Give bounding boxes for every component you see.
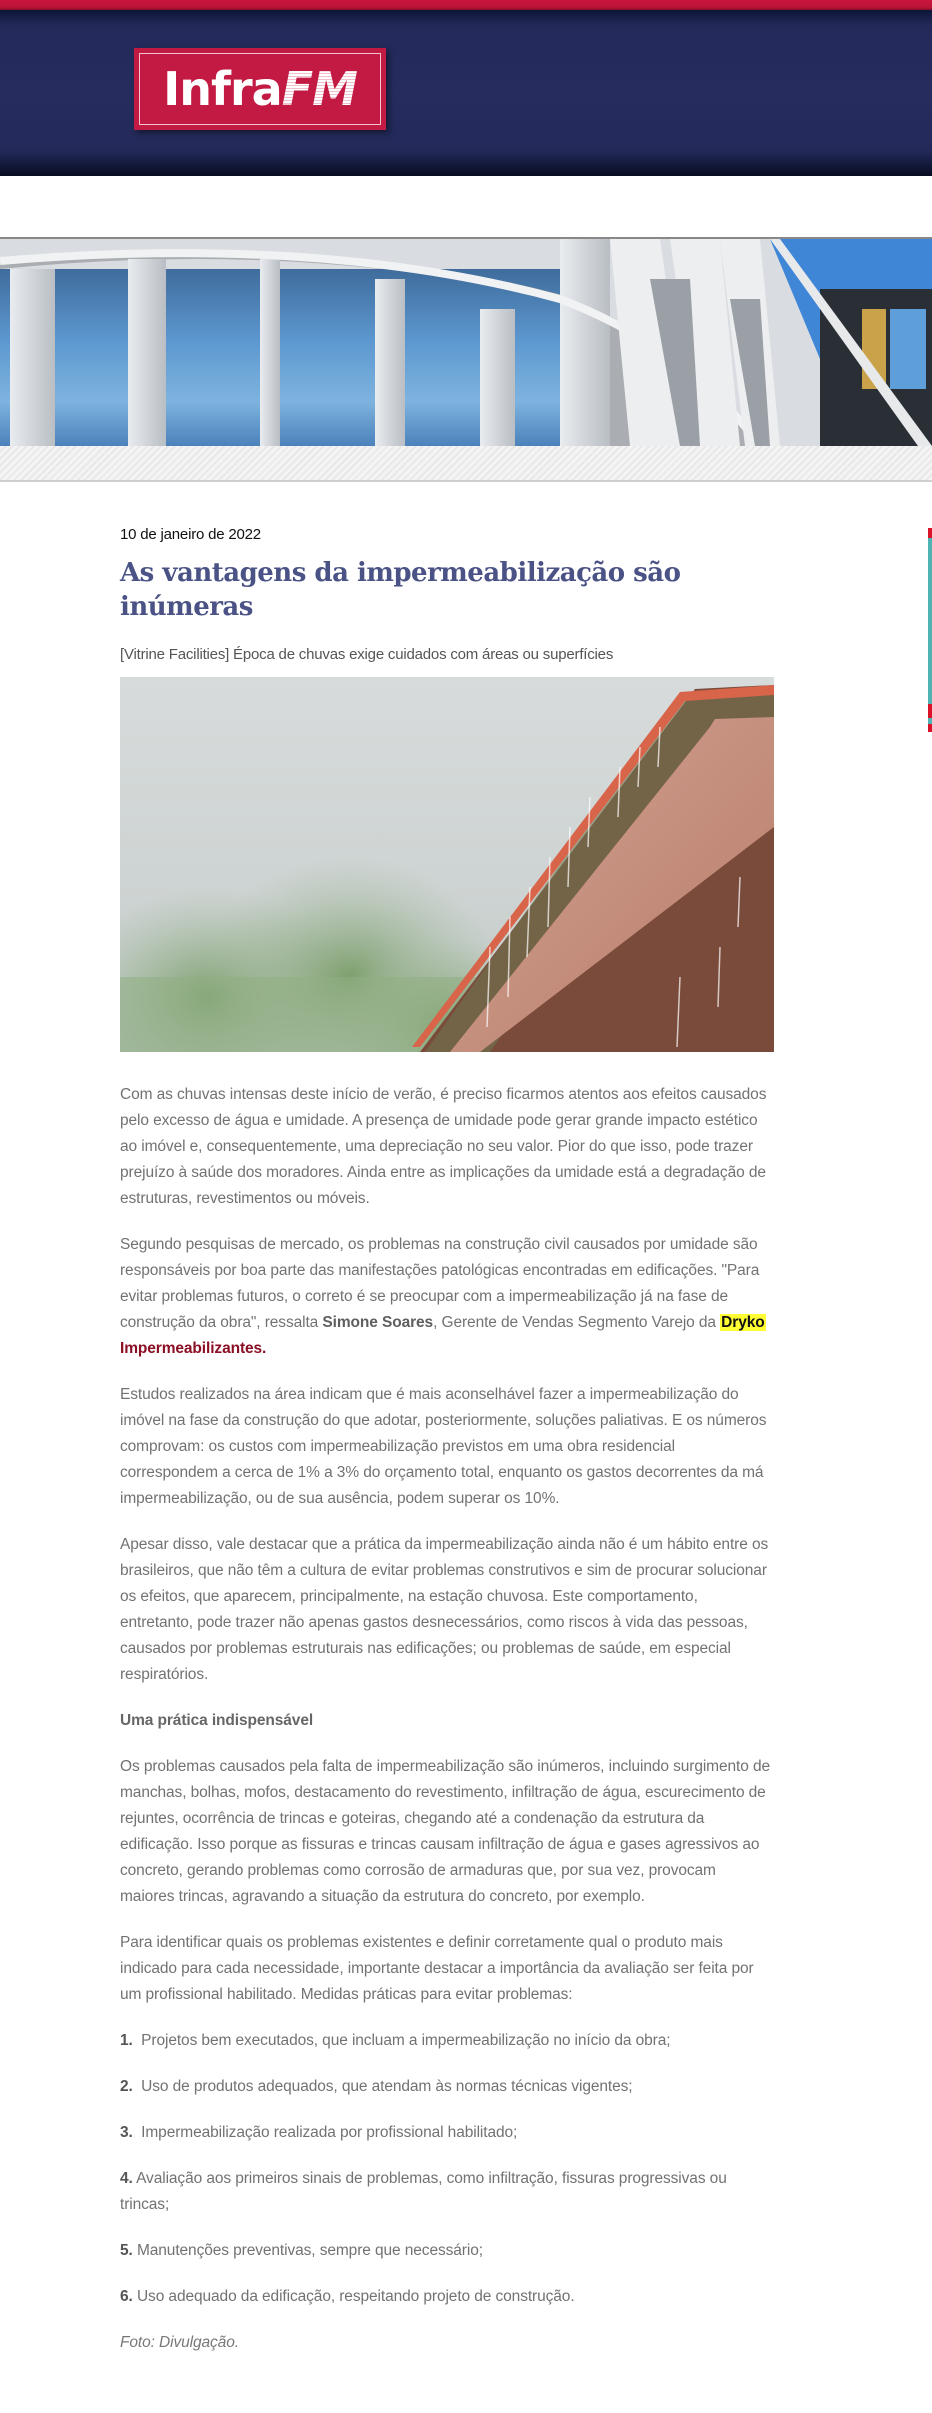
list-item <box>120 2238 774 2264</box>
person-name: Simone Soares <box>322 1314 434 1331</box>
paragraph-5: Os problemas causados pela falta de impermeabilização são inúmeros, incluindo surgimento de manchas, bolhas, mofos, destacamento do revestimento, infiltração de água, escurecimento de rejuntes, ocorrência de trincas e goteiras, chegando até a condenação da estrutura da edificação. Isso porque as fissuras e trincas causam infiltração de água e gases agressivos ao concreto, gerando problemas como corrosão de armaduras que, por sua vez, provocam maiores trincas, agravando a situação da estrutura do concreto, por exemplo. <box>120 1758 771 1905</box>
list-text: Manutenções preventivas, sempre que necessário; <box>136 2242 483 2259</box>
article-date: 10 de janeiro de 2022 <box>120 526 261 543</box>
logo-infra: Infra <box>163 62 282 116</box>
photo-caption: Foto: Divulgação. <box>120 2334 239 2351</box>
list-item <box>120 2166 774 2218</box>
article-body <box>120 1082 774 2356</box>
article <box>120 482 774 2356</box>
list-item <box>120 2284 774 2310</box>
list-item <box>120 2120 774 2146</box>
infrafm-logo[interactable] <box>134 48 386 130</box>
list-number: 5. <box>120 2242 133 2259</box>
paragraph-6: Para identificar quais os problemas existentes e definir corretamente qual o produto mais indicado para cada necessidade, importante destacar a importância da avaliação ser feita por um profissional habilitado. Medidas práticas para evitar problemas: <box>120 1934 754 2003</box>
article-hero-image <box>120 677 774 1052</box>
paragraph-1: Com as chuvas intensas deste início de verão, é preciso ficarmos atentos aos efeitos causados pelo excesso de água e umidade. A presença de umidade pode gerar grande impacto estético ao imóvel e, consequentemente, uma depreciação no seu valor. Pior do que isso, pode trazer prejuízo à saúde dos moradores. Ainda entre as implicações da umidade está a degradação de estruturas, revestimentos ou móveis. <box>120 1086 767 1207</box>
list-text: Uso de produtos adequados, que atendam às normas técnicas vigentes; <box>141 2078 633 2095</box>
list-number: 4. <box>120 2170 133 2187</box>
banner-image <box>0 237 932 446</box>
list-number: 2. <box>120 2078 133 2095</box>
rain-roof-illustration <box>120 677 774 1052</box>
paragraph-2-text: Segundo pesquisas de mercado, os problemas na construção civil causados por umidade são responsáveis por boa parte das manifestações patológicas encontradas em edificações. "Para evitar problemas futuros, o correto é se preocupar com a impermeabilização já na fase de construção da obra", ressalta <box>120 1236 760 1331</box>
list-number: 3. <box>120 2124 133 2141</box>
paragraph-4: Apesar disso, vale destacar que a prática da impermeabilização ainda não é um hábito entre os brasileiros, que não têm a cultura de evitar problemas construtivos e sim de procurar solucionar os efeitos, que aparecem, principalmente, na estação chuvosa. Este comportamento, entretanto, pode trazer não apenas gastos desnecessários, como riscos à vida das pessoas, causados por problemas estruturais nas edificações; ou problemas de saúde, em especial respiratórios. <box>120 1536 769 1683</box>
section-subheading: Uma prática indispensável <box>120 1712 314 1729</box>
paragraph-3: Estudos realizados na área indicam que é mais aconselhável fazer a impermeabilização do imóvel na fase da construção do que adotar, posteriormente, soluções paliativas. E os números comprovam: os custos com impermeabilização previstos em uma obra residencial correspondem a cerca de 1% a 3% do orçamento total, enquanto os gastos decorrentes da má impermeabilização, ou de sua ausência, podem superar os 10%. <box>120 1386 767 1507</box>
list-text: Projetos bem executados, que incluam a impermeabilização no início da obra; <box>141 2032 671 2049</box>
list-text: Uso adequado da edificação, respeitando projeto de construção. <box>136 2288 575 2305</box>
list-item <box>120 2074 774 2100</box>
list-number: 1. <box>120 2032 133 2049</box>
list-text: Impermeabilização realizada por profissional habilitado; <box>141 2124 518 2141</box>
list-number: 6. <box>120 2288 133 2305</box>
top-accent-bar <box>0 0 932 10</box>
logo-fm: FM <box>281 62 357 116</box>
side-ad-edge[interactable] <box>928 528 932 732</box>
paragraph-2 <box>120 1232 774 1362</box>
brand-link-impermeabilizantes[interactable]: Impermeabilizantes. <box>120 1340 267 1357</box>
list-text: Avaliação aos primeiros sinais de problemas, como infiltração, fissuras progressivas ou trincas; <box>120 2170 727 2213</box>
logo-text <box>163 62 357 116</box>
header-spacer <box>0 176 932 237</box>
list-item <box>120 2028 774 2054</box>
article-subtitle: [Vitrine Facilities] Época de chuvas exige cuidados com áreas ou superfícies <box>120 646 614 663</box>
site-header <box>0 10 932 176</box>
paragraph-2-text-middle: , Gerente de Vendas Segmento Varejo da <box>433 1314 721 1331</box>
building-facade-illustration <box>0 239 932 446</box>
decorative-stripe-band <box>0 446 932 482</box>
brand-link-dryko[interactable]: Dryko <box>721 1314 765 1331</box>
article-title: As vantagens da impermeabilização são inúmeras <box>120 558 681 622</box>
